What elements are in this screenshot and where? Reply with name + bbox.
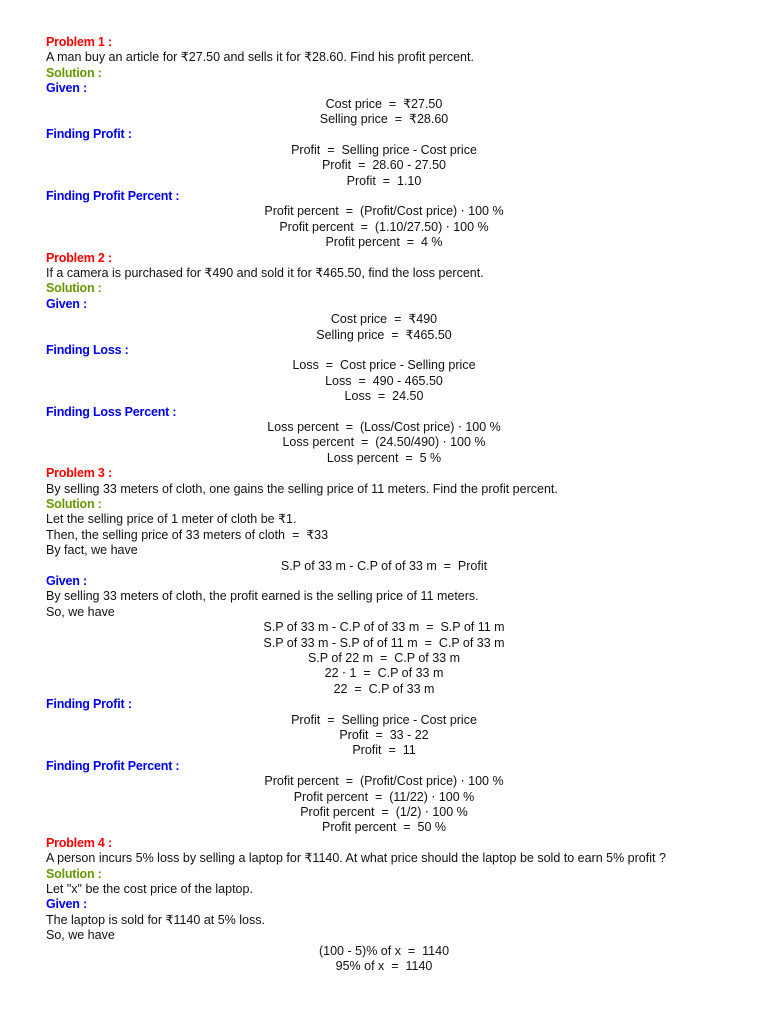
- equation-line: Profit = 1.10: [346, 173, 422, 188]
- equation-line: Profit = 11: [352, 743, 416, 758]
- equation-line: Profit percent = (Profit/Cost price) ⋅ 100 %: [264, 204, 504, 219]
- text-line: Let the selling price of 1 meter of cloth be ₹1.: [46, 512, 297, 527]
- section-heading: Finding Profit Percent :: [46, 189, 180, 203]
- text-line: By selling 33 meters of cloth, the profit earned is the selling price of 11 meters.: [46, 589, 479, 604]
- text-line: Then, the selling price of 33 meters of cloth = ₹33: [46, 527, 329, 542]
- text-line: If a camera is purchased for ₹490 and sold it for ₹465.50, find the loss percent.: [46, 266, 484, 280]
- equation-line: Profit percent = (Profit/Cost price) ⋅ 100 %: [264, 774, 504, 789]
- equation-line: Loss = Cost price - Selling price: [292, 358, 476, 373]
- equation-line: Profit = 33 - 22: [339, 728, 429, 742]
- text-line: A man buy an article for ₹27.50 and sells it for ₹28.60. Find his profit percent.: [46, 50, 474, 65]
- equation-line: 95% of x = 1140: [335, 959, 433, 973]
- solution-heading: Solution :: [46, 65, 102, 80]
- equation-line: Profit percent = 50 %: [321, 820, 447, 835]
- equation-line: Profit percent = (1/2) ⋅ 100 %: [300, 805, 468, 819]
- problem-heading: Problem 4 :: [46, 835, 112, 850]
- equation-line: S.P of 33 m - C.P of of 33 m = Profit: [280, 558, 488, 573]
- equation-line: Loss = 490 - 465.50: [325, 373, 443, 388]
- section-heading: Given :: [46, 81, 87, 96]
- equation-line: (100 - 5)% of x = 1140: [318, 943, 450, 958]
- equation-line: 22 ⋅ 1 = C.P of 33 m: [324, 666, 444, 681]
- solution-heading: Solution :: [46, 866, 102, 881]
- text-line: By selling 33 meters of cloth, one gains the selling price of 11 meters. Find the profit percent.: [46, 481, 558, 496]
- section-heading: Finding Profit Percent :: [46, 758, 180, 773]
- equation-line: Profit percent = 4 %: [325, 235, 443, 250]
- equation-line: Loss = 24.50: [344, 389, 424, 404]
- section-heading: Finding Profit :: [46, 697, 132, 712]
- text-line: A person incurs 5% loss by selling a laptop for ₹1140. At what price should the laptop be sold to earn 5% profit ?: [46, 851, 666, 866]
- text-line: The laptop is sold for ₹1140 at 5% loss.: [46, 912, 265, 927]
- solution-heading: Solution :: [46, 281, 102, 296]
- equation-line: Profit = Selling price - Cost price: [291, 712, 477, 727]
- text-line: So, we have: [46, 928, 115, 943]
- problem-heading: Problem 1 :: [46, 35, 112, 49]
- section-heading: Finding Loss :: [46, 343, 129, 357]
- equation-line: Cost price = ₹27.50: [325, 96, 443, 111]
- section-heading: Finding Loss Percent :: [46, 404, 177, 419]
- equation-line: S.P of 33 m - C.P of of 33 m = S.P of 11 m: [263, 620, 505, 635]
- equation-line: Cost price = ₹490: [330, 312, 438, 327]
- equation-line: Selling price = ₹465.50: [316, 327, 452, 342]
- section-heading: Given :: [46, 296, 87, 311]
- equation-line: Profit = Selling price - Cost price: [291, 142, 477, 157]
- equation-line: Profit percent = (11/22) ⋅ 100 %: [293, 789, 475, 804]
- text-line: By fact, we have: [46, 543, 138, 558]
- equation-line: Profit = 28.60 - 27.50: [321, 158, 447, 173]
- equation-line: Loss percent = 5 %: [326, 450, 442, 465]
- equation-line: Selling price = ₹28.60: [319, 112, 449, 126]
- equation-line: Profit percent = (1.10/27.50) ⋅ 100 %: [279, 219, 489, 234]
- equation-line: S.P of 22 m = C.P of 33 m: [307, 651, 461, 665]
- section-heading: Given :: [46, 897, 87, 912]
- equation-line: 22 = C.P of 33 m: [333, 681, 435, 696]
- equation-line: S.P of 33 m - S.P of of 11 m = C.P of 33 m: [263, 635, 505, 650]
- section-heading: Finding Profit :: [46, 127, 132, 142]
- equation-line: Loss percent = (Loss/Cost price) ⋅ 100 %: [267, 420, 501, 434]
- equation-line: Loss percent = (24.50/490) ⋅ 100 %: [282, 435, 486, 450]
- section-heading: Given :: [46, 574, 87, 588]
- problem-heading: Problem 3 :: [46, 466, 112, 481]
- text-line: Let "x" be the cost price of the laptop.: [46, 882, 253, 896]
- problem-heading: Problem 2 :: [46, 250, 112, 265]
- solution-heading: Solution :: [46, 497, 102, 511]
- text-line: So, we have: [46, 604, 115, 619]
